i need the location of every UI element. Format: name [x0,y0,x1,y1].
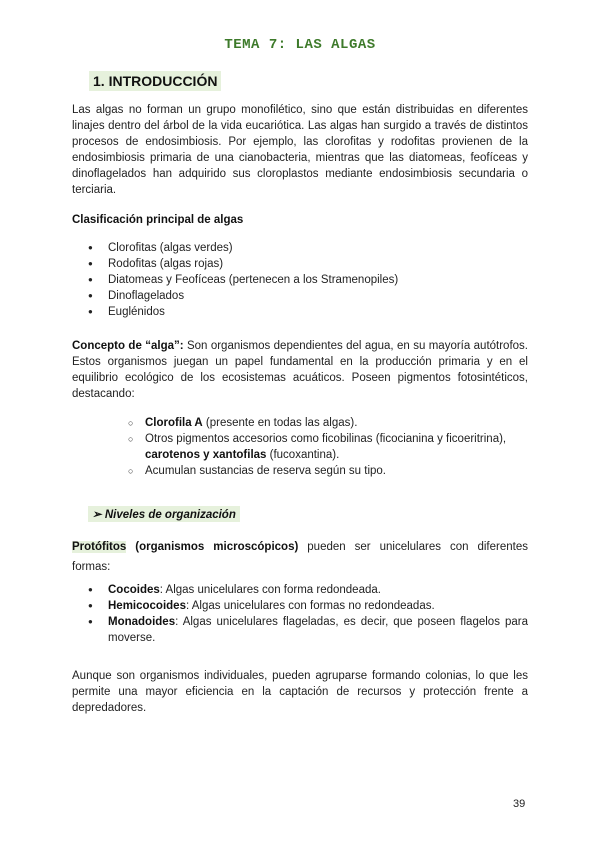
list-item: ● Euglénidos [88,304,398,320]
protofitos-paragraph [72,537,528,577]
list-item: ● Rodofitas (algas rojas) [88,256,398,272]
list-term: Hemicocoides [108,600,186,612]
protofitos-text: pueden ser unicelulares con diferentes formas: [72,541,528,573]
protofitos-list [88,582,528,646]
protofitos-qualifier: (organismos microscópicos) [126,541,299,553]
list-item [88,598,528,614]
list-item: ● Clorofitas (algas verdes) [88,240,398,256]
pigment-text: Otros pigmentos accesorios como ficobilinas (ficocianina y ficoeritrina), [145,433,507,445]
intro-paragraph: Las algas no forman un grupo monofilético, sino que están distribuidas en diferentes linajes dentro del árbol de la vida eucariótica. Las algas han surgido a través de distintos procesos de endosimbiosis. Por ejemplo, las clorofitas y rodofitas provienen de la endosimbiosis primaria de una cianobacteria, mientras que las diatomeas, feofíceas y dinoflagelados han adquirido sus cloroplastos mediante endosimbiosis secundaria o terciaria. [72,104,528,196]
list-item: ○ Acumulan sustancias de reserva según su tipo. [128,463,528,479]
list-item [128,431,528,463]
classification-list [88,240,398,320]
page-number: 39 [513,798,526,810]
list-item: ● Dinoflagelados [88,288,398,304]
concept-label: Concepto de “alga”: [72,340,184,352]
colonies-paragraph: Aunque son organismos individuales, pueden agruparse formando colonias, lo que les permite una mayor eficiencia en la captación de recursos y protección frente a depredadores. [72,670,528,714]
pigment-text: (fucoxantina). [266,449,340,461]
arrow-icon: ➢ [92,509,102,521]
pigment-bold: Clorofila A [145,417,203,429]
list-term: Cocoides [108,584,160,596]
section-heading-introduccion: 1. INTRODUCCIÓN [89,71,221,91]
protofitos-term: Protófitos [72,541,127,553]
subsection-heading-niveles [88,506,240,522]
list-desc: : Algas unicelulares flageladas, es decir, que poseen flagelos para moverse. [108,616,528,644]
list-term: Monadoides [108,616,176,628]
list-desc: : Algas unicelulares con forma redondeada. [159,584,381,596]
concept-paragraph [72,338,528,402]
pigment-text: (presente en todas las algas). [202,417,358,429]
pigment-bold: carotenos y xantofilas [145,449,267,461]
subsection-heading-text: Niveles de organización [104,509,236,521]
concept-text: Son organismos dependientes del agua, en su mayoría autótrofos. Estos organismos juegan un papel fundamental en la producción primaria y en el equilibrio ecológico de los ecosistemas acuáticos. Poseen pigmentos fotosintéticos, destacando: [72,340,528,400]
page-title: TEMA 7: LAS ALGAS [224,37,376,53]
list-item [88,614,528,646]
list-item: ● Diatomeas y Feofíceas (pertenecen a los Stramenopiles) [88,272,398,288]
pigment-list [128,415,528,479]
list-desc: : Algas unicelulares con formas no redondeadas. [185,600,435,612]
classification-heading: Clasificación principal de algas [72,214,244,226]
list-item [128,415,528,431]
list-item [88,582,528,598]
